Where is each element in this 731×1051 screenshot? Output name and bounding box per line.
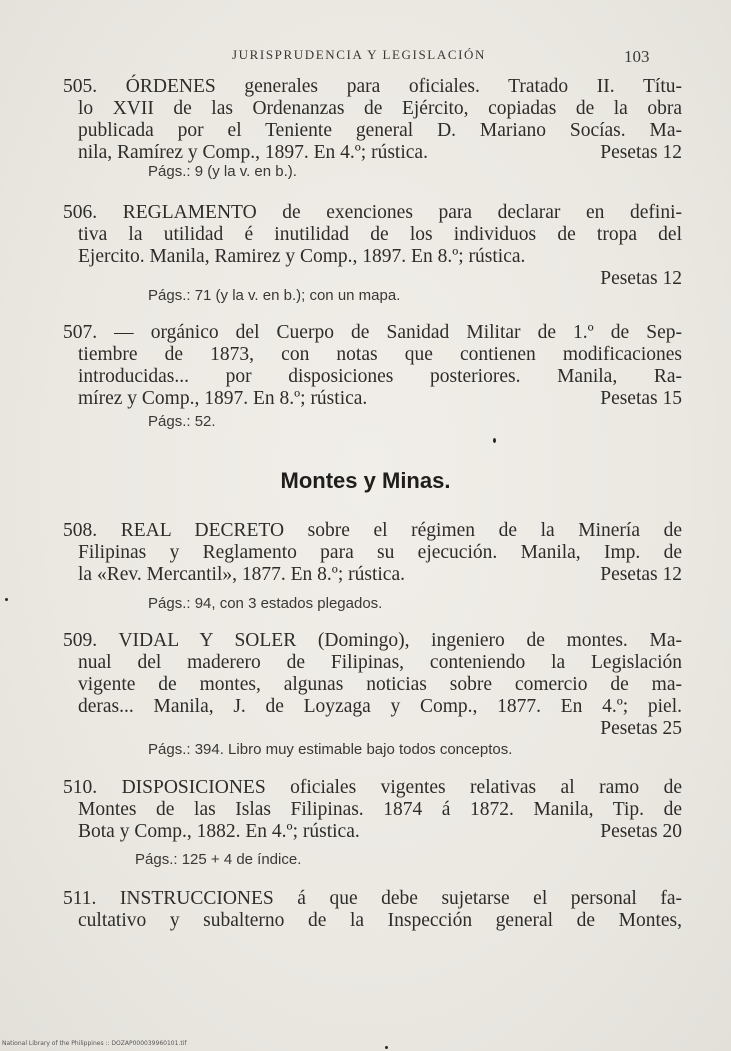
entry-line: 509. VIDAL Y SOLER (Domingo), ingeniero de montes. Ma-: [63, 630, 682, 651]
entry-line: Montes de las Islas Filipinas. 1874 á 1872. Manila, Tip. de: [78, 799, 682, 820]
entry-506: [63, 202, 682, 290]
entry-line-with-price: [78, 821, 682, 843]
section-title: Montes y Minas.: [280, 468, 451, 493]
entry-pages: Págs.: 94, con 3 estados plegados.: [148, 595, 383, 612]
entry-pages: Págs.: 71 (y la v. en b.); con un mapa.: [148, 287, 401, 304]
entry-line: 505. ÓRDENES generales para oficiales. Tratado II. Títu-: [63, 76, 682, 97]
price: Pesetas 15: [600, 388, 682, 409]
entry-509: [63, 630, 682, 740]
entry-line: Ejercito. Manila, Ramirez y Comp., 1897. En 8.º; rústica.: [78, 246, 526, 267]
entry-line: 508. REAL DECRETO sobre el régimen de la Minería de: [63, 520, 682, 541]
entry-line-with-price: [78, 564, 682, 586]
entry-line: la «Rev. Mercantil», 1877. En 8.º; rústica.: [78, 564, 405, 585]
entry-511: [63, 888, 682, 932]
price: Pesetas 12: [600, 142, 682, 163]
running-head: JURISPRUDENCIA Y LEGISLACIÓN: [232, 47, 487, 62]
entry-line: lo XVII de las Ordenanzas de Ejército, copiadas de la obra: [78, 98, 682, 119]
entry-line: tiembre de 1873, con notas que contienen modificaciones: [78, 344, 682, 365]
entry-507: [63, 322, 682, 410]
entry-505: [63, 76, 682, 164]
price: Pesetas 12: [600, 564, 682, 585]
entry-line: Filipinas y Reglamento para su ejecución. Manila, Imp. de: [78, 542, 682, 563]
ink-speck: [385, 1046, 388, 1049]
ink-speck: [493, 438, 496, 443]
entry-line-with-price: [78, 142, 682, 164]
entry-line: 510. DISPOSICIONES oficiales vigentes relativas al ramo de: [63, 777, 682, 798]
entry-508: [63, 520, 682, 586]
entry-line: tiva la utilidad é inutilidad de los individuos de tropa del: [78, 224, 682, 245]
entry-pages: Págs.: 9 (y la v. en b.).: [148, 163, 297, 180]
price: Pesetas 20: [600, 821, 682, 842]
entry-line: cultativo y subalterno de la Inspección general de Montes,: [78, 910, 682, 931]
entry-line: introducidas... por disposiciones posteriores. Manila, Ra-: [78, 366, 682, 387]
entry-line: nila, Ramírez y Comp., 1897. En 4.º; rústica.: [78, 142, 428, 163]
entry-line: 507. — orgánico del Cuerpo de Sanidad Militar de 1.º de Sep-: [63, 322, 682, 343]
entry-line: Bota y Comp., 1882. En 4.º; rústica.: [78, 821, 360, 842]
entry-line-with-price: [78, 388, 682, 410]
entry-line: 506. REGLAMENTO de exenciones para declarar en defini-: [63, 202, 682, 223]
entry-line: deras... Manila, J. de Loyzaga y Comp., 1877. En 4.º; piel.: [78, 696, 682, 717]
entry-line: nual del maderero de Filipinas, conteniendo la Legislación: [78, 652, 682, 673]
page-number: 103: [624, 47, 650, 66]
entry-line: mírez y Comp., 1897. En 8.º; rústica.: [78, 388, 368, 409]
entry-pages: Págs.: 125 + 4 de índice.: [135, 851, 302, 868]
entry-pages: Págs.: 394. Libro muy estimable bajo todos conceptos.: [148, 741, 513, 758]
price: Pesetas 25: [600, 718, 682, 739]
entry-line: vigente de montes, algunas noticias sobre comercio de ma-: [78, 674, 682, 695]
ink-speck: [5, 598, 8, 601]
entry-line: publicada por el Teniente general D. Mariano Socías. Ma-: [78, 120, 682, 141]
price: Pesetas 12: [600, 268, 682, 289]
archive-stamp: National Library of the Philippines :: DOZAP000039960101.tif: [2, 1040, 187, 1047]
entry-pages: Págs.: 52.: [148, 413, 216, 430]
entry-line: 511. INSTRUCCIONES á que debe sujetarse el personal fa-: [63, 888, 682, 909]
entry-510: [63, 777, 682, 843]
